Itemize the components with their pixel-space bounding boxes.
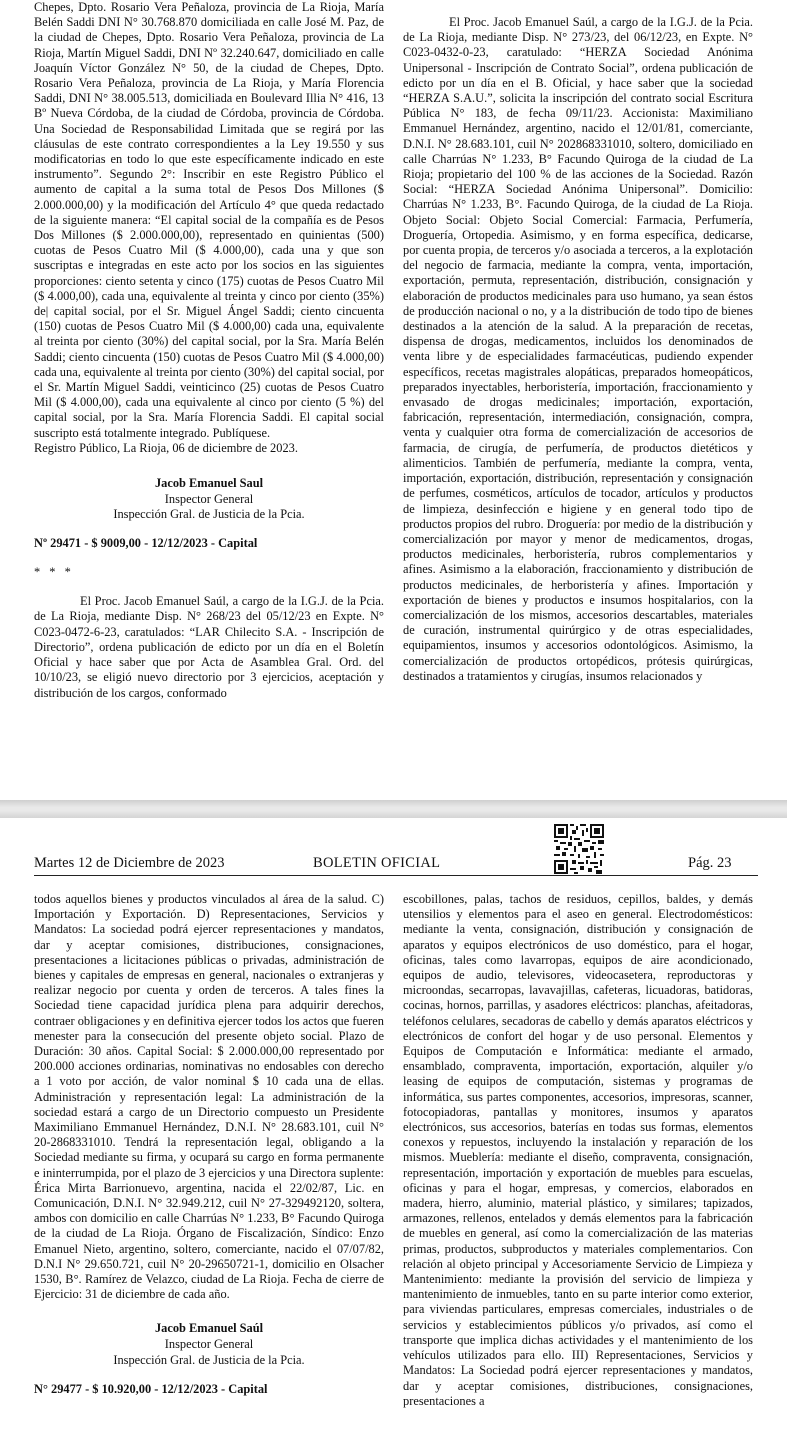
column-right <box>403 892 753 1409</box>
paragraph: escobillones, palas, tachos de residuos, cepillos, baldes, y demás utensilios y elementos para el aseo en general. Electrodomésticos: mediante la venta, consignación, distribución y consignación de aparatos y equipos electrónicos de uso doméstico, para el hogar, oficinas, tales como lavarropas, equipos de aire acondicionado, equipos de audio, televisores, videocasetera, reproductoras y microondas, secarropas, lavavajillas, cafeteras, licuadoras, batidoras, cocinas, hornos, parrillas, y asadores eléctricos: planchas, afeitadoras, teléfonos celulares, secadoras de cabello y demás aparatos eléctricos y electrónicos de confort del hogar y de uso personal. Elementos y Equipos de Computación e Informática: mediante el armado, ensamblado, compraventa, importación, exportación, alquiler y/o leasing de equipos de computación, sistemas y programas de informática, sus partes componentes, accesorios, impresoras, scanner, fotocopiadoras, pantallas y monitores, insumos y aparatos electrónicos, sus accesorios, baterías en todas sus formas, elementos conexos y repuestos, incluyendo la instalación y reparación de los mismos. Mueblería: mediante el diseño, compraventa, consignación, representación, importación y exportación de muebles para escuelas, oficinas y para el hogar, empresas, y comercios, elaborados en madera, hierro, aluminio, material plástico, y similares; tapizados, armazones, rellenos, entelados y demás elementos para la fabricación de muebles en general, así como la comercialización de las materias primas, productos, subproductos y materiales complementarios. Con relación al objeto principal y Accesoriamente Servicio de Limpieza y Mantenimiento: mediante la provisión del servicio de limpieza y mantenimiento de inmuebles, tanto en su parte interior como exterior, para viviendas particulares, empresas comerciales, industriales o de servicios y establecimientos públicos y/o privados, así como el transporte que implica dichas actividades y el mantenimiento de los vehículos utilizados para ello. III) Representaciones, Servicios y Mandatos: La Sociedad podrá ejercer representaciones y mandatos, dar y aceptar comisiones, distribuciones, consignaciones, presentaciones a <box>403 892 753 1408</box>
paragraph: todos aquellos bienes y productos vinculados al área de la salud. C) Importación y Exportación. D) Representaciones, Servicios y Mandatos: La sociedad podrá ejercer representaciones y mandatos, dar y aceptar comisiones, distribuciones, consignaciones, presentaciones a licitaciones públicas o privadas, administración de bienes y capitales de empresas en general, nacionales o extranjeras y realizar negocio por cuenta y orden de terceros. A tales fines la Sociedad tiene capacidad jurídica plena para adquirir derechos, contraer obligaciones y en definitiva ejercer todos los actos que fueren menester para la consecución del presente objeto social. Plazo de Duración: 30 años. Capital Social: $ 2.000.000,00 representado por 200.000 acciones ordinarias, nominativas no endosables con derecho a 1 voto por acción, de valor nominal $ 10 cada una de ellas. Administración y representación legal: La administración de la sociedad estará a cargo de un Directorio compuesto un Presidente Maximiliano Emmanuel Hernández, D.N.I. N° 28.683.101, cuil N° 20-2868331010. Tendrá la representación legal, obligando a la Sociedad mediante su firma, y ocupará su cargo en forma permanente e ininterrumpida, por el plazo de 3 ejercicios y una Directora suplente: Érica Mirta Barrionuevo, argentina, nacida el 22/02/87, Lic. en Comunicación, D.N.I. N° 32.949.212, cuil N° 27-329492120, soltera, ambos con domicilio en calle Charrúas N° 1.233, B° Facundo Quiroga de la ciudad de La Rioja. Órgano de Fiscalización, Síndico: Enzo Emanuel Nieto, argentino, soltero, comerciante, nacido el 07/07/82, D.N.I N° 29.650.721, cuil N° 20-29650721-1, domicilio en Olsacher 1530, B°. Ramírez de Velazco, ciudad de La Rioja. Fecha de cierre de Ejercicio: 31 de diciembre de cada año. <box>34 892 384 1302</box>
signature-role: Inspector General <box>164 1337 254 1352</box>
signature-role: Inspector General <box>164 491 254 506</box>
qr-code-icon <box>554 824 604 874</box>
paragraph: Chepes, Dpto. Rosario Vera Peñaloza, provincia de La Rioja, María Belén Saddi DNI N° 30.768.870 domiciliada en calle José M. Paz, de la ciudad de Chepes, Dpto. Rosario Vera Peñaloza, provincia de La Rioja, Martín Miguel Saddi, DNI Nº 32.240.647, domiciliado en calle Joaquín Víctor González N° 50, de la ciudad de Chepes, Dpto. Rosario Vera Peñaloza, provincia de La Rioja, y María Florencia Saddi, DNI N° 38.005.513, domiciliada en Boulevard Illia N° 416, 13 Bº Nueva Córdoba, de la ciudad de Córdoba, provincia de Córdoba. Una Sociedad de Responsabilidad Limitada que se regirá por las cláusulas de este contrato correspondientes a la Ley 19.550 y sus modificatorias en todo lo que este específicamente indicado en este instrumento”. Segundo 2°: Inscribir en este Registro Público el aumento de capital a la suma total de Pesos Dos Millones ($ 2.000.000,00) y la modificación del Artículo 4° que queda redactado de la siguiente manera: “El capital social de la compañía es de Pesos Dos Millones ($ 2.000.000,00), representado en quinientas (500) cuotas de Pesos Cuatro Mil ($ 4.000,00), cada una y que son suscriptas e integradas en este acto por los socios en las siguientes proporciones: ciento setenta y cinco (175) cuotas de Pesos Cuatro Mil ($ 4.000,00), cada una, equivalente al treinta y cinco por ciento (35%) de| capital social, por el Sr. Miguel Ángel Saddi; ciento cincuenta (150) cuotas de Pesos Cuatro Mil ($ 4.000,00) cada una, equivalente al treinta por ciento (30%) del capital social, por la Sra. María Belén Saddi; ciento cincuenta (150) cuotas de Pesos Cuatro Mil ($ 4.000,00) cada una, equivalente al treinta por ciento (30%) del capital social, por el Sr. Martín Miguel Saddi, veinticinco (25) cuotas de Pesos Cuatro Mil ($ 4.000,00), cada una equivalente al cinco por ciento (5 %) del capital social, por la Sra. María Florencia Saddi. El capital social suscripto está totalmente integrado. Publíquese. <box>34 0 384 440</box>
notice-number: N° 29477 - $ 10.920,00 - 12/12/2023 - Capital <box>34 1382 268 1397</box>
notice-number: Nº 29471 - $ 9009,00 - 12/12/2023 - Capital <box>34 535 258 550</box>
signature-block <box>34 1321 384 1368</box>
registro-line: Registro Público, La Rioja, 06 de diciembre de 2023. <box>34 440 298 455</box>
signature-name: Jacob Emanuel Saul <box>154 476 264 491</box>
signature-name: Jacob Emanuel Saúl <box>154 1321 264 1336</box>
signature-block <box>34 476 384 523</box>
signature-office: Inspección Gral. de Justicia de la Pcia. <box>113 507 305 522</box>
page-break <box>0 800 787 818</box>
paragraph: El Proc. Jacob Emanuel Saúl, a cargo de la I.G.J. de la Pcia. de La Rioja, mediante Disp. N° 273/23, del 06/12/23, en Expte. N° C023-0432-0-23, caratulado: “HERZA Sociedad Anónima Unipersonal - Inscripción de Contrato Social”, ordena publicación de edicto por un día en el B. Oficial, y hace saber que la sociedad “HERZA S.A.U.”, solicita la inscripción del contrato social Escritura Pública N° 183, de fecha 09/11/23. Accionista: Maximiliano Emmanuel Hernández, argentino, nacido el 12/01/81, comerciante, D.N.I. N° 28.683.101, cuil N° 202868331010, soltero, domiciliado en calle Charrúas N° 1.233, B° Facundo Quiroga de la ciudad de La Rioja; propietario del 100 % de las acciones de la Sociedad. Razón Social: “HERZA Sociedad Anónima Unipersonal”. Domicilio: Charrúas N° 1.233, B°. Facundo Quiroga, de la ciudad de La Rioja. Objeto Social: Objeto Social Comercial: Farmacia, Perfumería, Droguería, Ortopedia. Asimismo, y en forma específica, dedicarse, por cuenta propia, de terceros y/o asociada a terceros, a la explotación del negocio de farmacia, mediante la compra, venta, importación, exportación, permuta, representación, distribución, consignación y elaboración de productos medicinales para uso humano, ya sean éstos de producción nacional o no, y a la distribución de todo tipo de bienes destinados a la atención de la salud. A la preparación de recetas, dispensa de drogas, medicamentos, incluidos los denominados de venta libre y de especialidades farmacéuticas, pudiendo expender específicos, recetas magistrales alopáticas, preparados homeopáticos, preparados inyectables, herboristería, importación, fraccionamiento y envasado de drogas medicinales; importación, exportación, fabricación, representación, intermediación, consignación, compra, venta y cualquier otra forma de comercialización de accesorios de farmacia, de cirugía, de perfumería, de productos dietéticos y alimenticios. También de perfumería, mediante la compra, venta, importación, exportación, distribución, representación y consignación de perfumes, cosméticos, artículos de tocador, artículos y productos de limpieza, desinfección e higiene y en general todo tipo de productos propios del rubro. Droguería: por medio de la distribución y comercialización por mayor y menor de medicamentos, drogas, productos medicinales, herboristería, rubros complementarios y afines. Asimismo a la elaboración, fraccionamiento y distribución de productos medicinales, de herboristería y afines. Importación y exportación de bienes y productos e insumos hospitalarios, con la comercialización de los mismos, accesorios descartables, materiales de curación, instrumental quirúrgico y de otras especialidades, equipamientos, insumos y accesorios odontológicos. Asimismo, la comercialización de productos ortopédicos, prótesis quirúrgicas, destinados a tratamientos y cirugías, insumos relacionados y <box>403 15 753 683</box>
column-left <box>34 892 384 1397</box>
header-rule <box>34 875 758 876</box>
signature-office: Inspección Gral. de Justicia de la Pcia. <box>113 1352 305 1367</box>
header-date: Martes 12 de Diciembre de 2023 <box>34 855 225 871</box>
page-bottom <box>0 818 787 1437</box>
header-page-number: Pág. 23 <box>688 855 732 871</box>
separator-stars: * * * <box>34 565 74 580</box>
header-publication: BOLETIN OFICIAL <box>313 855 441 871</box>
paragraph: El Proc. Jacob Emanuel Saúl, a cargo de la I.G.J. de la Pcia. de La Rioja, mediante Disp. N° 268/23 del 05/12/23 en Expte. N° C023-0472-6-23, caratulados: “LAR Chilecito S.A. - Inscripción de Directorio”, ordena publicación de edicto por un día en el Boletín Oficial y hace saber que por Acta de Asamblea Gral. Ord. del 10/10/23, se eligió nuevo directorio por 3 ejercicios, aceptación y distribución de los cargos, conformado <box>34 594 384 700</box>
page-header <box>0 818 787 880</box>
column-right <box>403 0 753 684</box>
column-left <box>34 0 384 701</box>
